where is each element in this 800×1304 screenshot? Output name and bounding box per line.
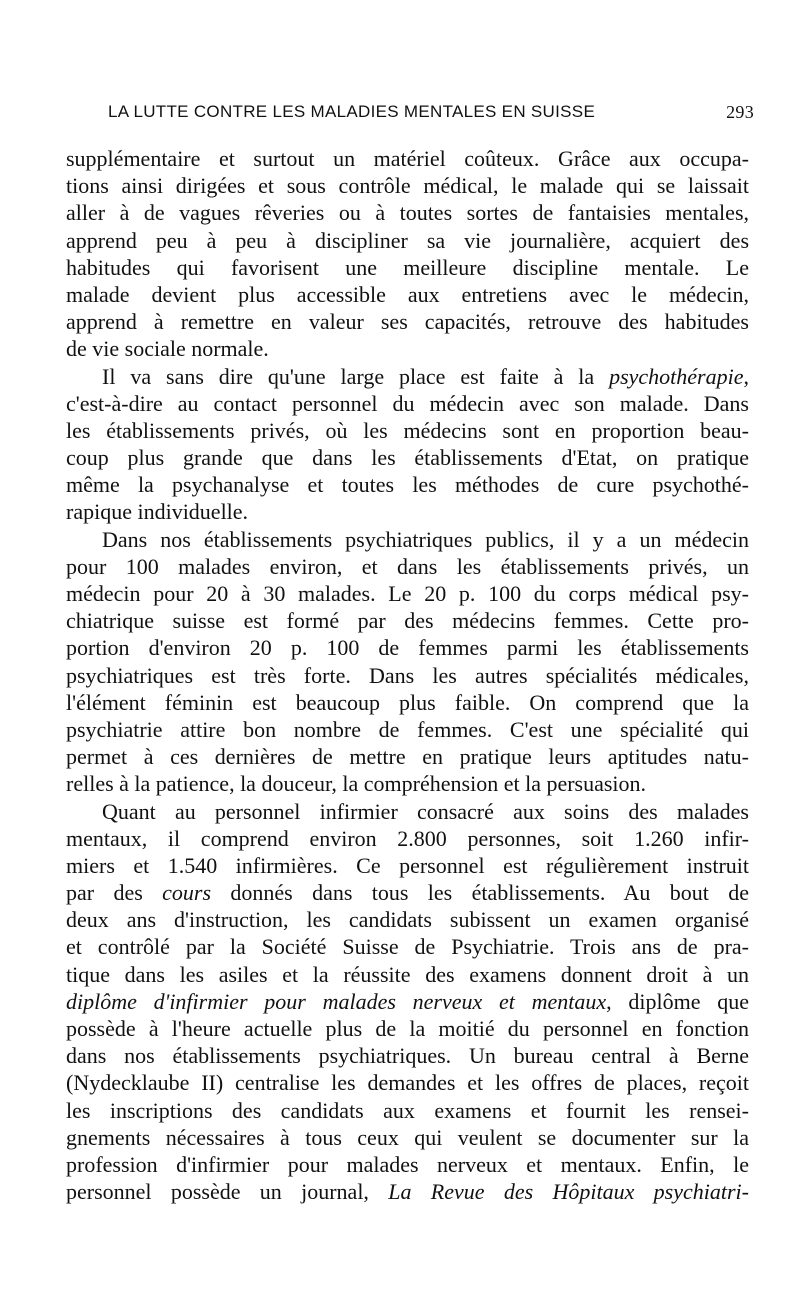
text-line: malade devient plus accessible aux entretiens avec le médecin, (66, 281, 749, 307)
emphasis: cours (162, 880, 212, 906)
text-line: coup plus grande que dans les établissements d'Etat, on pratique (66, 445, 749, 471)
text-line: Il va sans dire qu'une large place est faite à la psychothérapie, (102, 363, 749, 389)
text-line: aller à de vagues rêveries ou à toutes sortes de fantaisies mentales, (66, 200, 749, 226)
text-line: supplémentaire et surtout un matériel coûteux. Grâce aux occupa- (66, 146, 749, 171)
text-line: de vie sociale normale. (66, 336, 269, 362)
text-line: pour 100 malades environ, et dans les établissements privés, un (66, 553, 749, 579)
page-number: 293 (726, 102, 754, 122)
text-line: diplôme d'infirmier pour malades nerveux et mentaux, diplôme que (66, 988, 749, 1014)
text-line: profession d'infirmier pour malades nerveux et mentaux. Enfin, le (66, 1151, 749, 1177)
text-line: personnel possède un journal, La Revue des Hôpitaux psychiatri- (66, 1179, 749, 1205)
text-line: psychiatrie attire bon nombre de femmes. C'est une spécialité qui (66, 716, 749, 742)
text-line: même la psychanalyse et toutes les méthodes de cure psychothé- (66, 472, 749, 498)
paragraph-4 (66, 798, 749, 1206)
text-line: possède à l'heure actuelle plus de la moitié du personnel en fonction (66, 1016, 749, 1041)
emphasis: diplôme d'infirmier pour malades nerveux et mentaux (66, 988, 607, 1014)
text-line: les établissements privés, où les médecins sont en proportion beau- (66, 417, 749, 443)
text-line: dans nos établissements psychiatriques. Un bureau central à Berne (66, 1043, 749, 1069)
text-line: tions ainsi dirigées et sous contrôle médical, le malade qui se laissait (66, 173, 749, 199)
text-line: rapique individuelle. (66, 499, 249, 525)
text-line: et contrôlé par la Société Suisse de Psychiatrie. Trois ans de pra- (66, 934, 749, 960)
text-line: Dans nos établissements psychiatriques publics, il y a un médecin (102, 526, 749, 552)
text-line: apprend à remettre en valeur ses capacités, retrouve des habitudes (66, 309, 749, 335)
running-header (108, 100, 758, 126)
text-line: médecin pour 20 à 30 malades. Le 20 p. 100 du corps médical psy- (66, 581, 749, 606)
text-line: par des cours donnés dans tous les établissements. Au bout de (66, 880, 750, 906)
text-line: l'élément féminin est beaucoup plus faible. On comprend que la (66, 689, 749, 715)
running-title: LA LUTTE CONTRE LES MALADIES MENTALES EN SUISSE (108, 102, 596, 121)
paragraph-1 (66, 145, 749, 363)
text-line: chiatrique suisse est formé par des médecins femmes. Cette pro- (66, 608, 749, 634)
text-line: Quant au personnel infirmier consacré aux soins des malades (102, 798, 749, 824)
text-line: les inscriptions des candidats aux examens et fournit les rensei- (66, 1097, 749, 1123)
text-line: relles à la patience, la douceur, la compréhension et la persuasion. (66, 771, 647, 797)
text-line: deux ans d'instruction, les candidats subissent un examen organisé (66, 907, 749, 933)
text-line: habitudes qui favorisent une meilleure discipline mentale. Le (66, 254, 749, 280)
text-line: permet à ces dernières de mettre en pratique leurs aptitudes natu- (66, 744, 749, 770)
text-line: gnements nécessaires à tous ceux qui veulent se documenter sur la (66, 1124, 749, 1150)
text-line: tique dans les asiles et la réussite des examens donnent droit à un (66, 961, 749, 987)
text-line: c'est-à-dire au contact personnel du médecin avec son malade. Dans (66, 390, 749, 416)
emphasis: La Revue des Hôpitaux psychiatri- (388, 1179, 749, 1205)
body-text (66, 145, 749, 1205)
text-line: miers et 1.540 infirmières. Ce personnel est régulièrement instruit (66, 852, 749, 878)
emphasis: psychothérapie (609, 363, 744, 389)
paragraph-3 (66, 526, 749, 798)
paragraph-2 (66, 363, 749, 526)
text-line: apprend peu à peu à discipliner sa vie journalière, acquiert des (66, 227, 749, 253)
text-line: (Nydecklaube II) centralise les demandes et les offres de places, reçoit (66, 1070, 749, 1096)
text-line: psychiatriques est très forte. Dans les autres spécialités médicales, (66, 662, 749, 688)
text-line: portion d'environ 20 p. 100 de femmes parmi les établissements (66, 635, 749, 661)
text-line: mentaux, il comprend environ 2.800 personnes, soit 1.260 infir- (66, 825, 749, 851)
